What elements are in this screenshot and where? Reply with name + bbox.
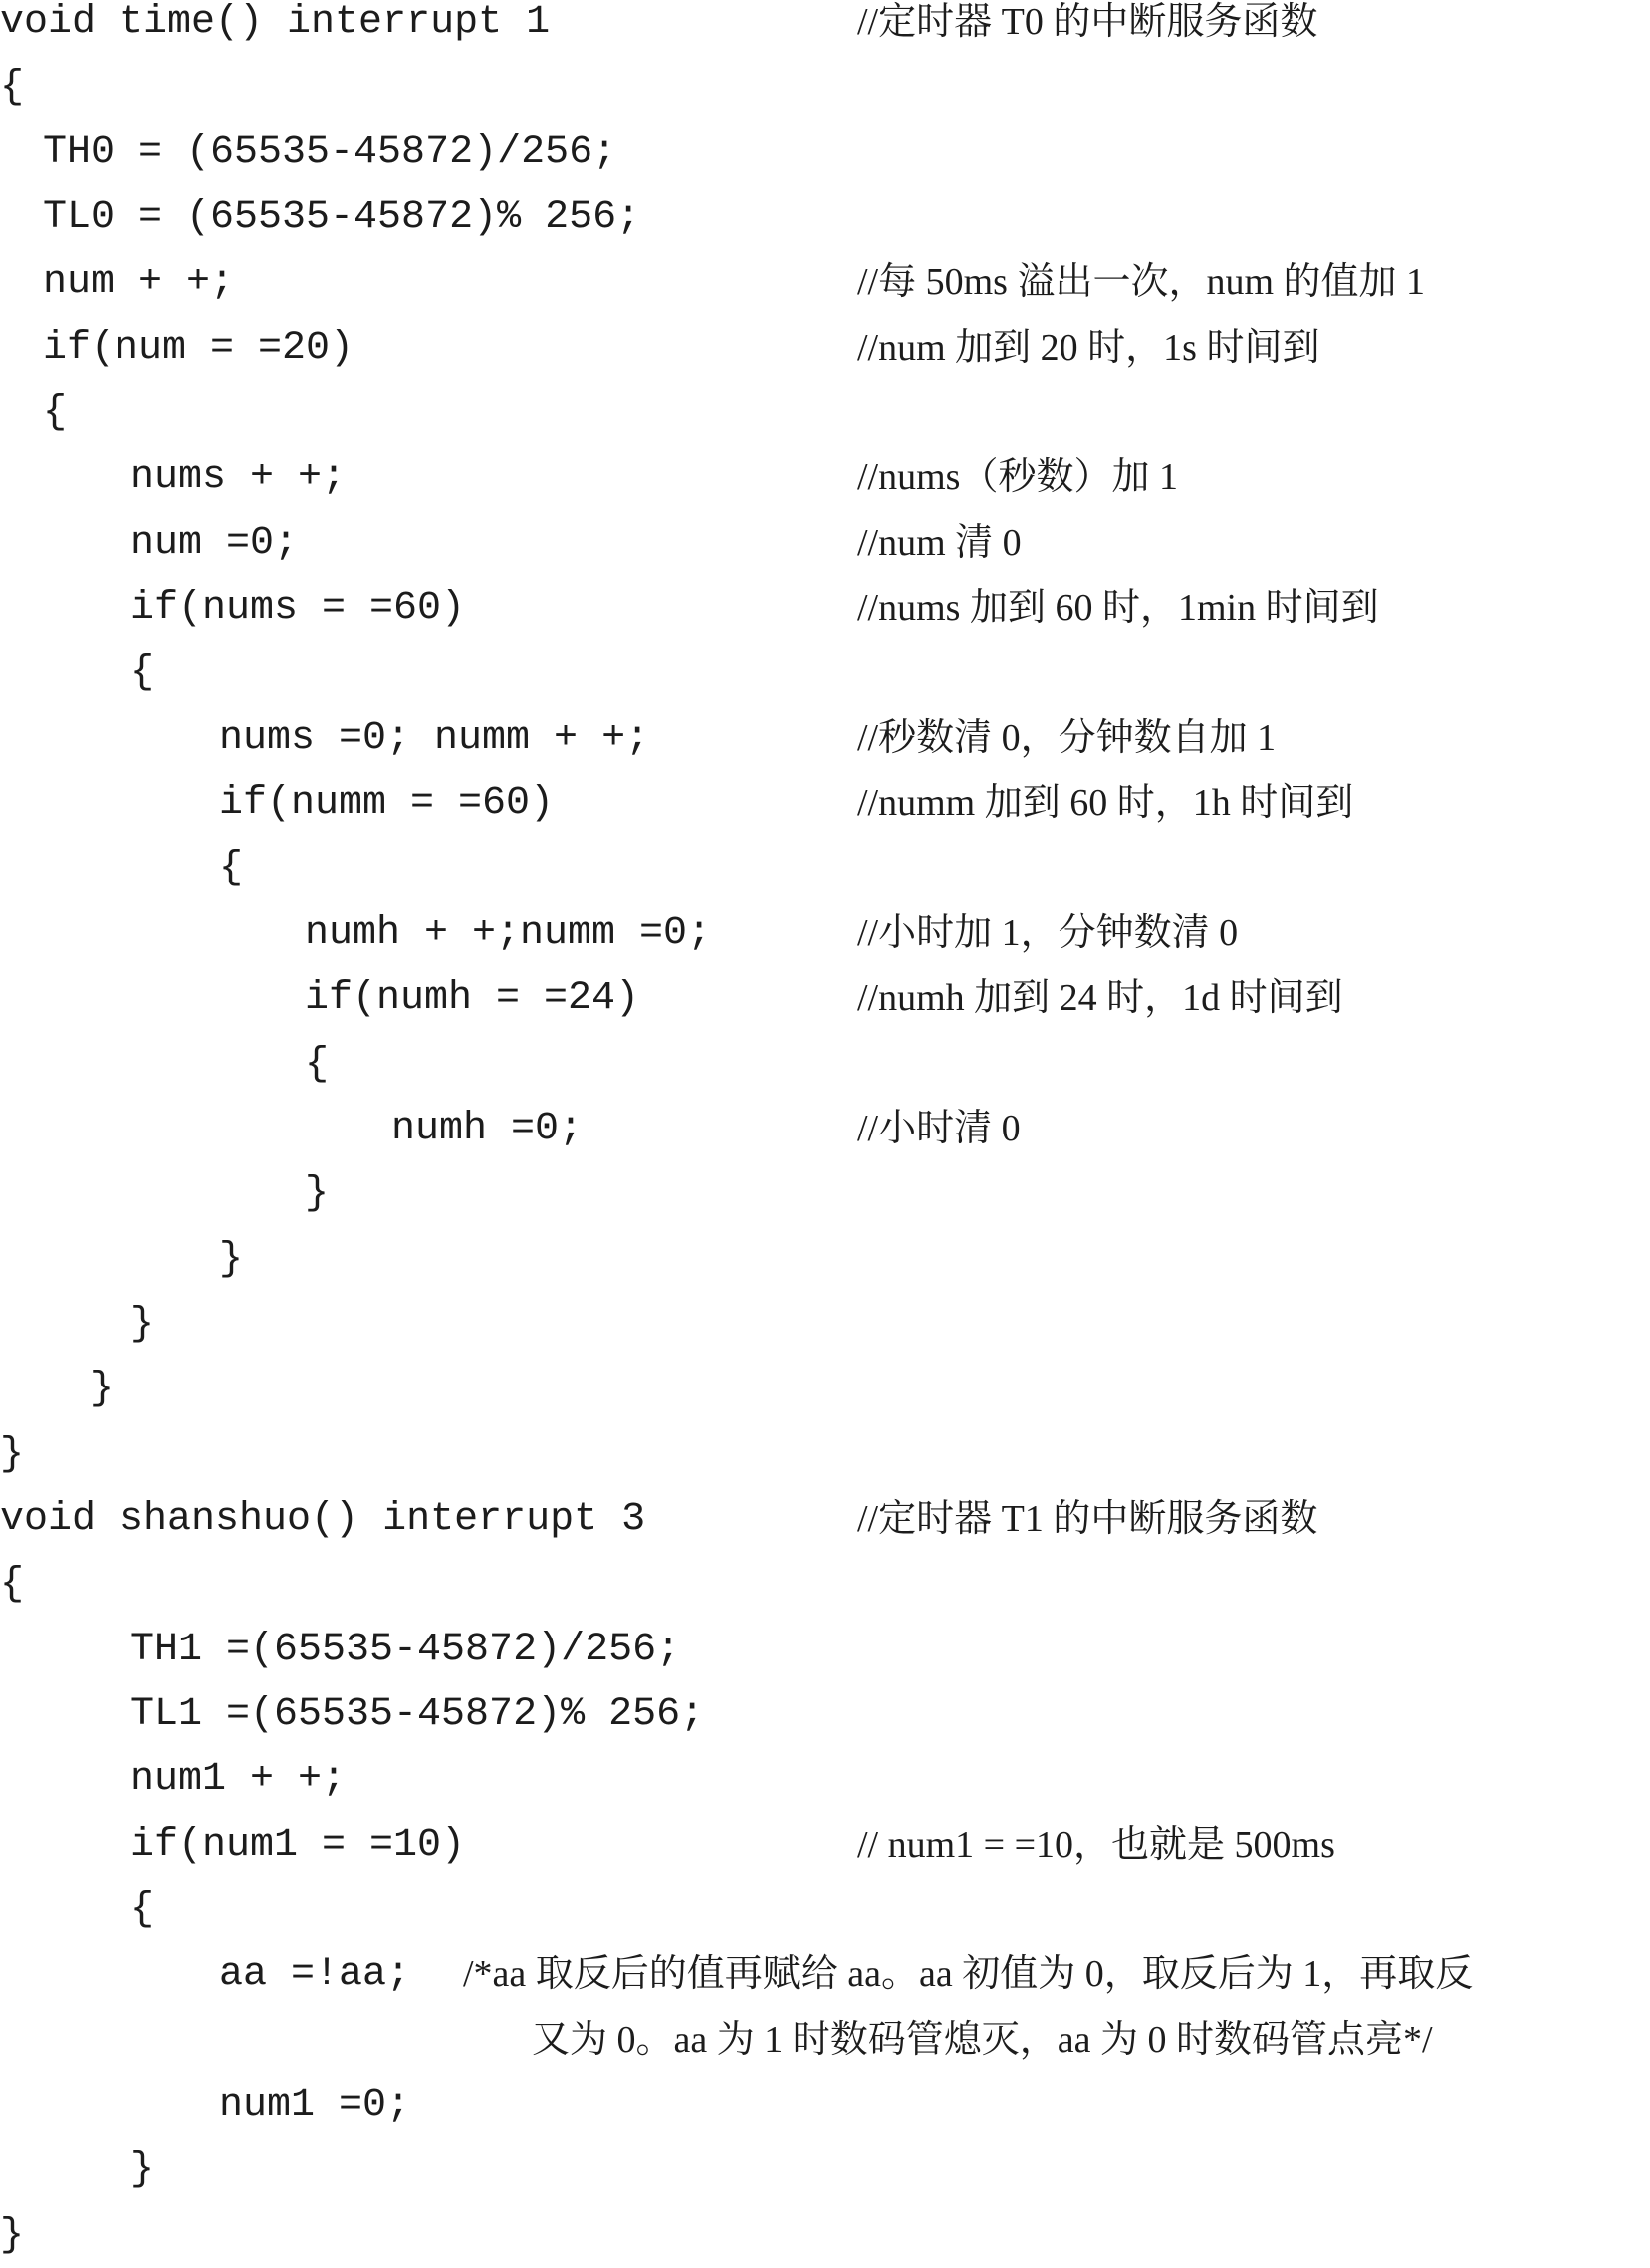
code-line (0, 380, 1650, 445)
code-text: void shanshuo() interrupt 3 (0, 1496, 646, 1542)
code-text: } (305, 1171, 330, 1217)
code-text: { (130, 1887, 155, 1932)
code-text: nums =0; numm + +; (219, 715, 650, 761)
code-line (0, 121, 1650, 185)
code-line (0, 1292, 1650, 1357)
code-text: TL1 =(65535-45872)% 256; (130, 1691, 705, 1737)
code-line (0, 2203, 1650, 2268)
code-comment: //numh 加到 24 时，1d 时间到 (857, 977, 1343, 1020)
code-text: { (305, 1041, 330, 1087)
code-text: aa =!aa; (219, 1952, 411, 1998)
code-line (0, 1813, 1650, 1878)
code-text: if(num = =20) (43, 325, 354, 371)
code-line (0, 1552, 1650, 1617)
code-text: } (130, 1301, 155, 1347)
code-comment: //秒数清 0，分钟数自加 1 (857, 716, 1277, 759)
code-line (0, 1422, 1650, 1487)
code-line (0, 1878, 1650, 1942)
code-text: nums + +; (130, 455, 347, 501)
code-line (0, 1942, 1650, 2007)
code-text: { (43, 390, 68, 436)
code-line (0, 250, 1650, 315)
code-line (0, 2073, 1650, 2138)
code-line (0, 185, 1650, 250)
code-line (0, 1227, 1650, 1292)
code-text: { (0, 65, 25, 111)
code-comment: //numm 加到 60 时，1h 时间到 (857, 782, 1354, 825)
code-text: if(numm = =60) (219, 781, 555, 827)
code-line (0, 1618, 1650, 1682)
code-text: { (0, 1562, 25, 1608)
code-text: num + +; (43, 260, 235, 306)
code-line (0, 640, 1650, 705)
code-line (0, 836, 1650, 900)
code-line (0, 316, 1650, 380)
code-text: if(nums = =60) (130, 586, 466, 631)
code-line (0, 511, 1650, 576)
code-text: } (130, 2147, 155, 2193)
code-text: num1 =0; (219, 2083, 411, 2128)
code-text: } (0, 2212, 25, 2258)
code-text: num =0; (130, 520, 299, 566)
code-text: if(num1 = =10) (130, 1822, 466, 1868)
code-text: numh + +;numm =0; (305, 910, 712, 956)
code-line (0, 445, 1650, 510)
code-line (0, 966, 1650, 1031)
code-comment: //每 50ms 溢出一次，num 的值加 1 (857, 261, 1426, 304)
code-line (0, 1682, 1650, 1747)
code-comment: //小时加 1，分钟数清 0 (857, 911, 1239, 954)
code-line (0, 55, 1650, 120)
code-line (0, 576, 1650, 640)
code-text: numh =0; (391, 1106, 584, 1151)
code-text: num1 + +; (130, 1757, 347, 1803)
code-comment: //定时器 T1 的中断服务函数 (857, 1497, 1318, 1540)
code-text: { (219, 846, 244, 891)
code-comment: /*aa 取反后的值再赋给 aa。aa 初值为 0，取反后为 1，再取反 (463, 1953, 1474, 1996)
code-comment-continuation: 又为 0。aa 为 1 时数码管熄灭，aa 为 0 时数码管点亮*/ (532, 2018, 1433, 2061)
code-text: void time() interrupt 1 (0, 0, 551, 45)
code-text: } (0, 1431, 25, 1477)
code-line (0, 901, 1650, 966)
code-comment: //num 清 0 (857, 521, 1022, 564)
code-line (0, 771, 1650, 836)
code-comment: //定时器 T0 的中断服务函数 (857, 1, 1318, 43)
code-line (0, 1487, 1650, 1552)
code-line (0, 1747, 1650, 1812)
code-line (0, 2008, 1650, 2073)
code-line (0, 706, 1650, 771)
code-line (0, 1161, 1650, 1226)
code-text: TH1 =(65535-45872)/256; (130, 1627, 681, 1672)
code-text: TH0 = (65535-45872)/256; (43, 129, 617, 175)
code-text: { (130, 650, 155, 696)
code-comment: //nums（秒数）加 1 (857, 456, 1178, 499)
code-comment: // num1 = =10，也就是 500ms (857, 1823, 1335, 1866)
code-text: TL0 = (65535-45872)% 256; (43, 195, 641, 241)
code-text: } (219, 1236, 244, 1282)
code-line (0, 1097, 1650, 1161)
code-comment: //小时清 0 (857, 1107, 1021, 1149)
code-line (0, 1032, 1650, 1097)
code-line (0, 0, 1650, 55)
code-text: } (90, 1367, 115, 1412)
code-line (0, 1357, 1650, 1421)
code-text: if(numh = =24) (305, 976, 640, 1022)
code-comment: //nums 加到 60 时，1min 时间到 (857, 587, 1379, 630)
code-comment: //num 加到 20 时，1s 时间到 (857, 326, 1320, 369)
code-line (0, 2138, 1650, 2202)
